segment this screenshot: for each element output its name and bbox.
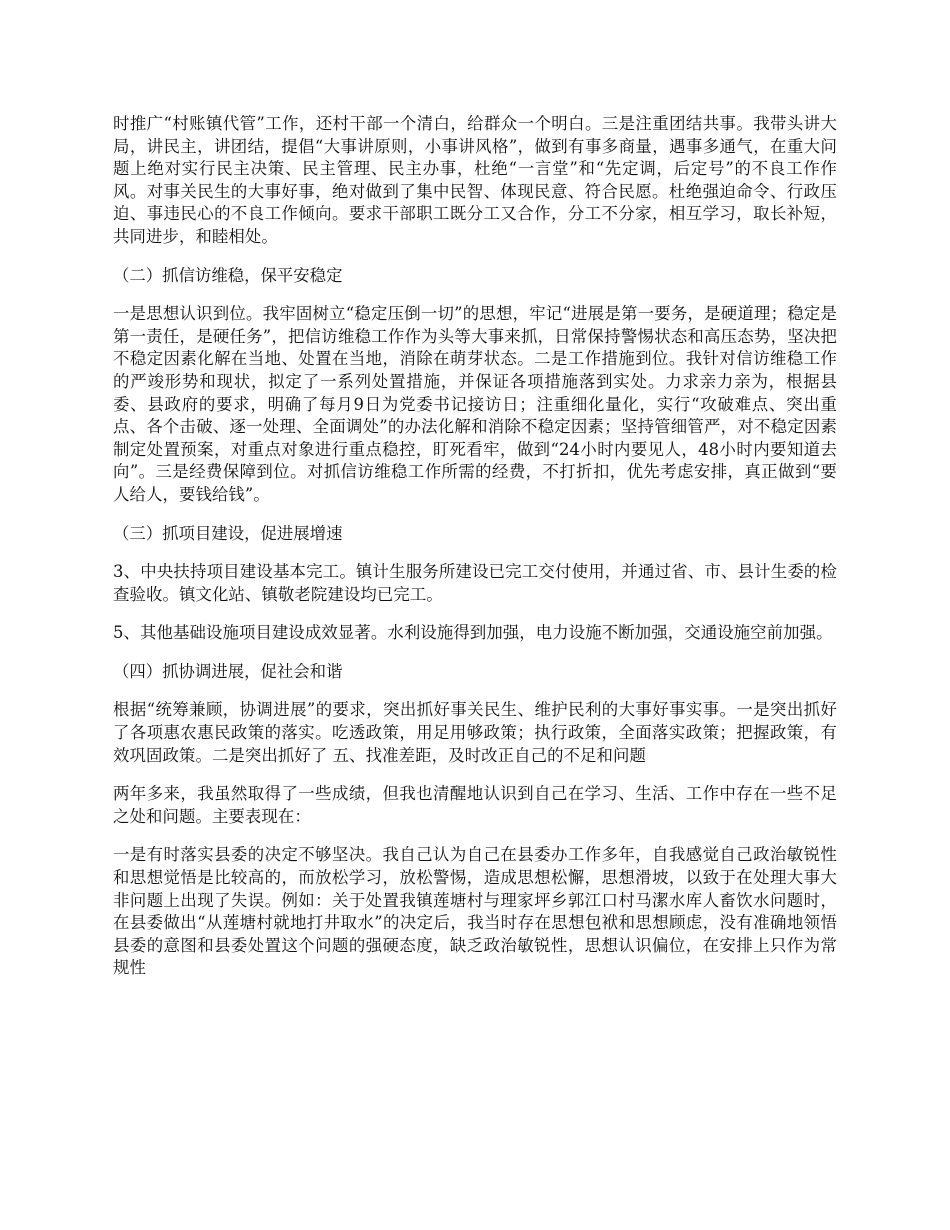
paragraph-coordination: 根据“统筹兼顾，协调进展”的要求，突出抓好事关民生、维护民利的大事好事实事。一是突出抓好了各项惠农惠民政策的落实。吃透政策，用足用够政策；执行政策，全面落实政策；把握政策，有效巩固政策。二是突出抓好了 五、找准差距，及时改正自己的不足和问题 <box>113 700 837 765</box>
section-heading-petition-stability: （二）抓信访维稳，保平安稳定 <box>113 265 343 285</box>
paragraph-shortcomings-intro: 两年多来，我虽然取得了一些成绩，但我也清醒地认识到自己在学习、生活、工作中存在一些不足之处和问题。主要表现在： <box>113 784 837 826</box>
section-heading-coordination: （四）抓协调进展，促社会和谐 <box>113 661 343 681</box>
paragraph-unity: 时推广“村账镇代管”工作，还村干部一个清白，给群众一个明白。三是注重团结共事。我带头讲大局，讲民主，讲团结，提倡“大事讲原则，小事讲风格”，做到有事多商量，遇事多通气，在重大问题上绝对实行民主决策、民主管理、民主办事，杜绝“一言堂”和“先定调，后定号”的不良工作作风。对事关民生的大事好事，绝对做到了集中民智、体现民意、符合民愿。杜绝强迫命令、行政压迫、事违民心的不良工作倾向。要求干部职工既分工又合作，分工不分家，相互学习，取长补短，共同进步，和睦相处。 <box>113 114 837 246</box>
paragraph-infrastructure: 5、其他基础设施项目建设成效显著。水利设施得到加强，电力设施不断加强，交通设施空前加强。 <box>113 623 833 643</box>
section-heading-project-construction: （三）抓项目建设，促进展增速 <box>113 523 343 543</box>
paragraph-shortcoming-one: 一是有时落实县委的决定不够坚决。我自己认为自己在县委办工作多年，自我感觉自己政治敏锐性和思想觉悟是比较高的，而放松学习，放松警惕，造成思想松懈，思想滑坡，以致于在处理大事大非问题上出现了失误。例如：关于处置我镇莲塘村与理家坪乡郭江口村马潔水库人畜饮水问题时，在县委做出“从莲塘村就地打井取水”的决定后，我当时存在思想包袱和思想顾虑，没有准确地领悟县委的意图和县委处置这个问题的强硬态度，缺乏政治敏锐性，思想认识偏位，在安排上只作为常规性 <box>113 845 837 978</box>
paragraph-petition-stability: 一是思想认识到位。我牢固树立“稳定压倒一切”的思想，牢记“进展是第一要务，是硬道理；稳定是第一责任，是硬任务”，把信访维稳工作作为头等大事来抓，日常保持警惕状态和高压态势，坚决把不稳定因素化解在当地、处置在当地，消除在萌芽状态。二是工作措施到位。我针对信访维稳工作的严竣形势和现状，拟定了一系列处置措施，并保证各项措施落到实处。力求亲力亲为，根据县委、县政府的要求，明确了每月9日为党委书记接访日；注重细化量化，实行“攻破难点、突出重点、各个击破、逐一处理、全面调处”的办法化解和消除不稳定因素；坚持管细管严，对不稳定因素制定处置预案，对重点对象进行重点稳控，盯死看牢，做到“24小时内要见人，48小时内要知道去向”。三是经费保障到位。对抓信访维稳工作所需的经费，不打折扣，优先考虑安排，真正做到“要人给人，要钱给钱”。 <box>113 304 837 504</box>
paragraph-central-projects: 3、中央扶持项目建设基本完工。镇计生服务所建设已完工交付使用，并通过省、市、县计生委的检查验收。镇文化站、镇敬老院建设均已完工。 <box>113 562 837 604</box>
